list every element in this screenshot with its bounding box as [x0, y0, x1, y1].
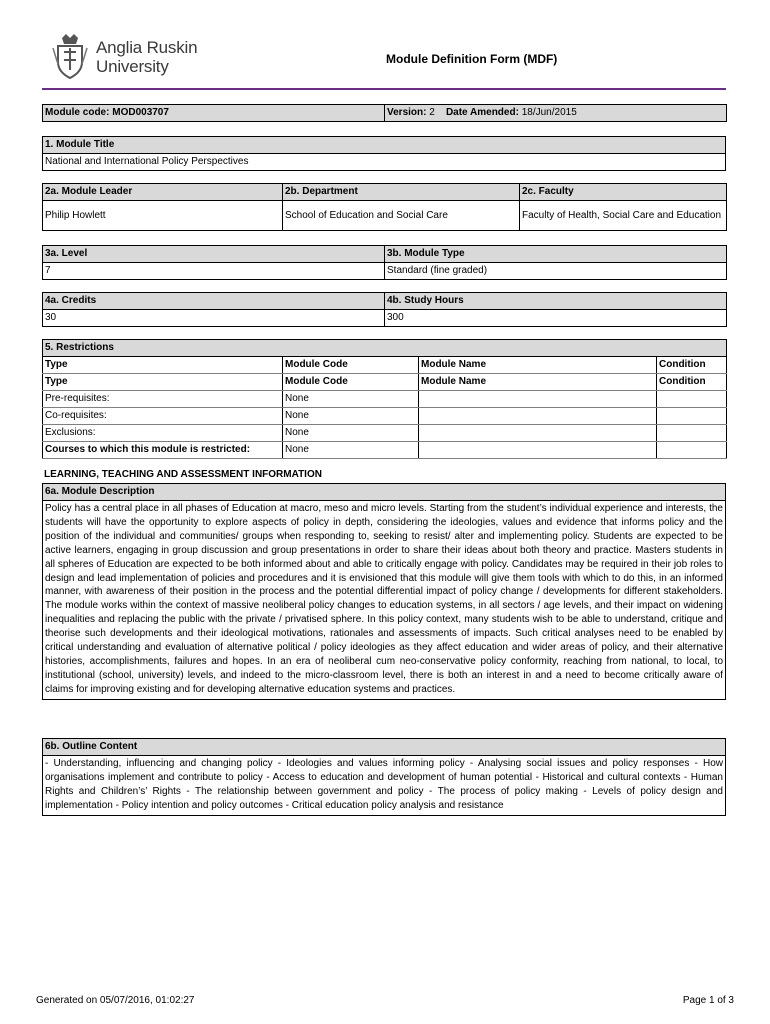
header-rule [42, 88, 726, 90]
study-hours-heading: 4b. Study Hours [385, 293, 727, 310]
col-module-name: Module Name [419, 374, 657, 391]
faculty-heading: 2c. Faculty [520, 184, 727, 201]
module-leader-table [42, 183, 727, 231]
faculty-value: Faculty of Health, Social Care and Education [520, 201, 727, 231]
module-code-label: Module code: [45, 107, 110, 118]
restrictions-column-header [43, 357, 727, 374]
module-description-table [42, 483, 726, 700]
module-description-heading: 6a. Module Description [43, 484, 726, 501]
col-condition: Condition [657, 374, 727, 391]
level-value: 7 [43, 263, 385, 280]
restriction-type: Pre-requisites: [43, 391, 283, 408]
table-row [43, 425, 727, 442]
module-type-heading: 3b. Module Type [385, 246, 727, 263]
restrictions-column-header-repeat [43, 374, 727, 391]
restriction-type: Co-requisites: [43, 408, 283, 425]
col-module-code: Module Code [283, 374, 419, 391]
restriction-code: None [283, 425, 419, 442]
outline-content-table [42, 738, 726, 816]
credits-value: 30 [43, 310, 385, 327]
generated-timestamp: Generated on 05/07/2016, 01:02:27 [36, 995, 195, 1006]
restriction-name [419, 425, 657, 442]
col-module-name: Module Name [419, 357, 657, 374]
level-heading: 3a. Level [43, 246, 385, 263]
restriction-name [419, 408, 657, 425]
restriction-type: Courses to which this module is restricted: [43, 442, 283, 459]
table-row [43, 442, 727, 459]
date-amended-value: 18/Jun/2015 [521, 107, 577, 118]
restriction-condition [657, 408, 727, 425]
department-value: School of Education and Social Care [283, 201, 520, 231]
form-title: Module Definition Form (MDF) [386, 52, 558, 66]
outline-content-text: - Understanding, influencing and changing policy - Ideologies and values informing policy - Analysing social issues and policy responses - How organisations implement and contribute to policy - Access to education and development of human potential - Historical and cultural contexts - Human Rights and Children’s’ Rights - The relationship between government and policy - The process of policy making - Levels of policy design and implementation - Policy intention and policy outcomes - Critical education policy analysis and resistance [43, 756, 726, 816]
col-type: Type [43, 357, 283, 374]
restriction-name [419, 391, 657, 408]
module-type-value: Standard (fine graded) [385, 263, 727, 280]
outline-content-heading: 6b. Outline Content [43, 739, 726, 756]
col-module-code: Module Code [283, 357, 419, 374]
learning-section-caption: LEARNING, TEACHING AND ASSESSMENT INFORMATION [44, 469, 322, 480]
version-value: 2 [429, 107, 435, 118]
credits-table [42, 292, 727, 327]
module-title-table [42, 136, 726, 171]
study-hours-value: 300 [385, 310, 727, 327]
col-condition: Condition [657, 357, 727, 374]
logo-line-1: Anglia Ruskin [96, 38, 198, 57]
module-description-text: Policy has a central place in all phases of Education at macro, meso and micro levels. Starting from the student’s individual experience and interests, the students will have the opportunity to explore aspects of policy in depth, considering the ideologies, values and evidence that informs policy and the position of the individual and communities/ groups when responding to, seeking to resist/ alter and implementing policy. Students are expected to be active learners, engaging in group discussion and group presentations in order to share their ideas about both theory and practice. Masters students in all spheres of Education are expected to be both informed about and able to critically engage with policy. Candidates may be required in their job roles to design and lead implementation of policies and procedures and it is envisioned that this module will give them tools with which to do this, in an informed manner, with awareness of their position in the process and the potential differential impact of policy change / developments for different stakeholders. The module works within the context of massive neoliberal policy changes to education systems, in all sectors / age levels, and their impact on widening inequalities and replacing the public with the private / privatised sphere. In this policy context, many students wish to be able to understand, critique and theorise such developments and their ideological motivations, rationales and assessments of impacts. Such critical analyses need to be enabled by critical understanding and evaluation of alternative political / policy ideologies as they affect education and wider areas of policy, and their alternative histories, accomplishments, failures and hopes. In an era of neoliberal cum neo-conservative policy conformity, reaching from national, to local, to institutional (school, university) levels, and indeed to the micro-classroom level, there is both an interest in and a need to become critically aware of claims for improving existing and for developing alternative education systems and practices. [43, 501, 726, 700]
restriction-condition [657, 391, 727, 408]
version-label: Version: [387, 107, 427, 118]
page-number: Page 1 of 3 [682, 995, 734, 1006]
module-title-heading: 1. Module Title [43, 137, 726, 154]
restriction-code: None [283, 442, 419, 459]
restriction-code: None [283, 408, 419, 425]
module-code-value: MOD003707 [112, 107, 169, 118]
restriction-name [419, 442, 657, 459]
restriction-type: Exclusions: [43, 425, 283, 442]
date-amended-label: Date Amended: [445, 107, 519, 118]
restrictions-table [42, 339, 727, 459]
restriction-condition [657, 442, 727, 459]
level-table [42, 245, 727, 280]
crest-icon [52, 34, 88, 80]
credits-heading: 4a. Credits [43, 293, 385, 310]
restrictions-heading: 5. Restrictions [43, 340, 727, 357]
university-logo [52, 34, 212, 82]
col-type: Type [43, 374, 283, 391]
logo-line-2: University [96, 57, 169, 76]
module-code-cell [43, 105, 385, 122]
module-leader-heading: 2a. Module Leader [43, 184, 283, 201]
table-row [43, 408, 727, 425]
module-info-table [42, 104, 727, 122]
restriction-code: None [283, 391, 419, 408]
version-date-cell [385, 105, 727, 122]
module-leader-value: Philip Howlett [43, 201, 283, 231]
department-heading: 2b. Department [283, 184, 520, 201]
module-title-value: National and International Policy Perspectives [43, 154, 726, 171]
restriction-condition [657, 425, 727, 442]
table-row [43, 391, 727, 408]
